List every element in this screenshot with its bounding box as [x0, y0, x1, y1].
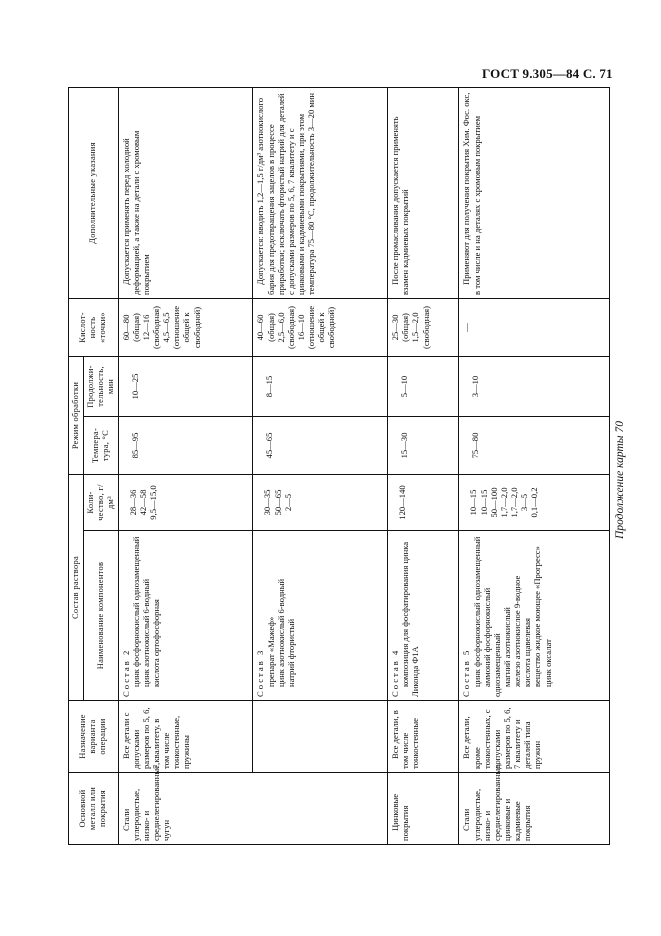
cell-temperature — [118, 417, 253, 475]
cell-variant — [253, 701, 388, 773]
acidity-line: (свободная) — [151, 306, 162, 349]
cell-components — [253, 531, 388, 701]
cell-base-metal: Стали углеродистые, низко- и среднелегированные, чугун — [118, 773, 387, 845]
acidity-line: 4,5—6,5 — [161, 312, 172, 343]
acidity-line: 25—30 — [390, 314, 401, 341]
component-name: кислота щавелевая — [522, 618, 533, 687]
component-name: препарат «Мажеф» — [265, 616, 276, 687]
quantity-spacer — [461, 478, 468, 527]
table-row — [388, 88, 459, 845]
cell-quantities — [253, 475, 388, 531]
cell-acidity — [118, 299, 253, 357]
temperature-value: 15—30 — [399, 432, 410, 459]
composition-title: Состав 3 — [255, 648, 266, 697]
header-notes: Дополнительные указания — [69, 88, 119, 299]
cell-temperature — [388, 417, 459, 475]
cell-duration — [459, 357, 610, 417]
cell-duration — [118, 357, 253, 417]
quantity-spacer — [255, 478, 262, 527]
acidity-line: (свободная) — [285, 306, 296, 349]
component-quantity: 30—35 — [262, 489, 273, 516]
composition-title: Состав 5 — [461, 648, 472, 697]
temperature-value: 85—95 — [129, 432, 140, 459]
cell-components — [459, 531, 610, 701]
cell-acidity — [388, 299, 459, 357]
table-row — [459, 88, 610, 845]
quantity-spacer — [121, 478, 128, 527]
component-quantity: 42—58 — [137, 489, 148, 516]
acidity-line: (отношение общей к свободной) — [171, 305, 202, 350]
acidity-line: 40—60 — [255, 314, 266, 341]
component-name: вещество жидкое моющее «Прогресс» — [532, 546, 543, 687]
header-variant: Назначение варианта операции — [69, 701, 119, 773]
cell-notes: Допускается: вводить 1,2—1,5 г/дм³ азотнокислого бария для предотвращения зацелов в процессе приработки; исключать фтористый натрий для деталей с допусками размеров по 5, 6, 7 квалитету и с цинковыми и кадмиевыми покрытиями, при этом температура 75—80 °С, продолжительность 3—20 мин — [253, 88, 388, 299]
cell-acidity — [253, 299, 388, 357]
component-name: цинк азотнокислый 6-водный — [275, 578, 286, 687]
component-quantity: 28—36 — [127, 489, 138, 516]
component-name: цинк фосфорнокислый однозамещенный — [130, 536, 141, 687]
cell-base-metal: Цинковые покрытия — [388, 773, 459, 845]
cell-components — [118, 531, 253, 701]
component-quantity: 120—140 — [397, 485, 408, 520]
cell-notes: Допускается применять перед холодной деформацией, а также на детали с хромовым покрытием — [118, 88, 253, 299]
component-name: аммоний фосфорнокислый однозамещенный — [481, 587, 502, 697]
cell-temperature — [253, 417, 388, 475]
component-quantity: 0,1—0,2 — [529, 487, 540, 518]
duration-value: 10—25 — [129, 373, 140, 400]
cell-quantities — [388, 475, 459, 531]
component-name: цинк фосфорнокислый однозамещенный — [471, 536, 482, 687]
cell-variant: Все детали, в том числе тонкостенные — [388, 701, 459, 773]
composition-title: Состав 4 — [390, 648, 401, 697]
duration-value: 8—15 — [264, 375, 275, 398]
cell-variant: Все детали, кроме тонкостенных, с допусками размеров по 5, 6, 7 квалитету и деталей типа пружин — [459, 701, 610, 773]
component-quantity: 50—100 — [488, 487, 499, 518]
cell-acidity — [459, 299, 610, 357]
header-temperature: Темпера-тура, °С — [83, 417, 118, 475]
header-row-1 — [69, 88, 84, 845]
header-quantity: Коли-чество, г/дм³ — [83, 475, 118, 531]
composition-title: Состав 2 — [120, 648, 131, 697]
component-quantity: 50—65 — [272, 489, 283, 516]
temperature-value: 75—80 — [470, 432, 481, 459]
table-row — [253, 88, 388, 845]
component-quantity: 2—5 — [282, 493, 293, 512]
acidity-line: 12—16 — [140, 314, 151, 341]
duration-value: 3—10 — [470, 375, 481, 398]
component-name: натрий фтористый — [285, 618, 296, 687]
acidity-line: 1,5—2,0 — [410, 312, 421, 343]
component-name: кислота ортофосфорная — [151, 599, 162, 687]
header-mode-group: Режим обработки — [69, 357, 84, 475]
component-quantity: 1,7—2,0 — [508, 487, 519, 518]
cell-quantities — [459, 475, 610, 531]
temperature-value: 45—65 — [264, 432, 275, 459]
component-quantity: 10—15 — [468, 489, 479, 516]
acidity-line: (общая) — [265, 313, 276, 342]
cell-base-metal: Стали углеродистые, низко- и среднелегированные, цинковые и кадмиевые покрытия — [459, 773, 610, 845]
header-solution-group: Состав раствора — [69, 475, 84, 701]
process-table — [68, 87, 610, 845]
cell-variant: Все детали с допусками размеров по 5, 6, 7 квалитету, в том числе тонкостенные, пружины — [118, 701, 253, 773]
cell-notes: После промасливания допускается применять взамен кадмиевых покрытий — [388, 88, 459, 299]
header-acidity: Кислот-ность «точки» — [69, 299, 119, 357]
acidity-line: (общая) — [130, 313, 141, 342]
rotated-table-wrapper — [68, 88, 610, 845]
cell-notes: Применяют для получения покрытия Хим. Фос. окс, в том числе и на деталях с хромовым покрытием — [459, 88, 610, 299]
table-body — [118, 88, 609, 845]
component-name: цинк азотнокислый 6-водный — [140, 578, 151, 687]
cell-duration — [253, 357, 388, 417]
acidity-line: (свободная) — [420, 306, 431, 349]
cell-components — [388, 531, 459, 701]
component-quantity: 1,7—2,0 — [498, 487, 509, 518]
acidity-line: (отношение общей к свободной) — [306, 305, 337, 350]
quantity-spacer — [390, 478, 397, 527]
header-component-name: Наименование компонентов — [83, 531, 118, 701]
cell-duration — [388, 357, 459, 417]
table-row — [118, 88, 253, 845]
component-name: цинк оксалат — [542, 639, 553, 687]
continuation-label: Продолжение карты 70 — [614, 421, 626, 539]
page-header: ГОСТ 9.305—84 С. 71 — [482, 66, 613, 81]
cell-temperature — [459, 417, 610, 475]
component-quantity: 3—5 — [519, 493, 530, 512]
acidity-line: 2,5—6,0 — [275, 312, 286, 343]
component-name: магний азотнокислый — [501, 607, 512, 687]
component-quantity: 10—15 — [478, 489, 489, 516]
acidity-line: (общая) — [400, 313, 411, 342]
cell-quantities — [118, 475, 253, 531]
acidity-line: 16—10 — [295, 314, 306, 341]
acidity-line: — — [461, 323, 472, 332]
header-duration: Продолжи-тельность, мин — [83, 357, 118, 417]
acidity-line: 60—80 — [120, 314, 131, 341]
component-quantity: 9,5—15,0 — [147, 485, 158, 520]
duration-value: 5—10 — [399, 375, 410, 398]
component-name: железо азотнокислое 9-водное — [512, 575, 523, 687]
header-base-metal: Основной металл или покрытия — [69, 773, 119, 845]
component-name: композиция для фосфатирования цинка Ликонда Ф1А — [400, 541, 421, 697]
